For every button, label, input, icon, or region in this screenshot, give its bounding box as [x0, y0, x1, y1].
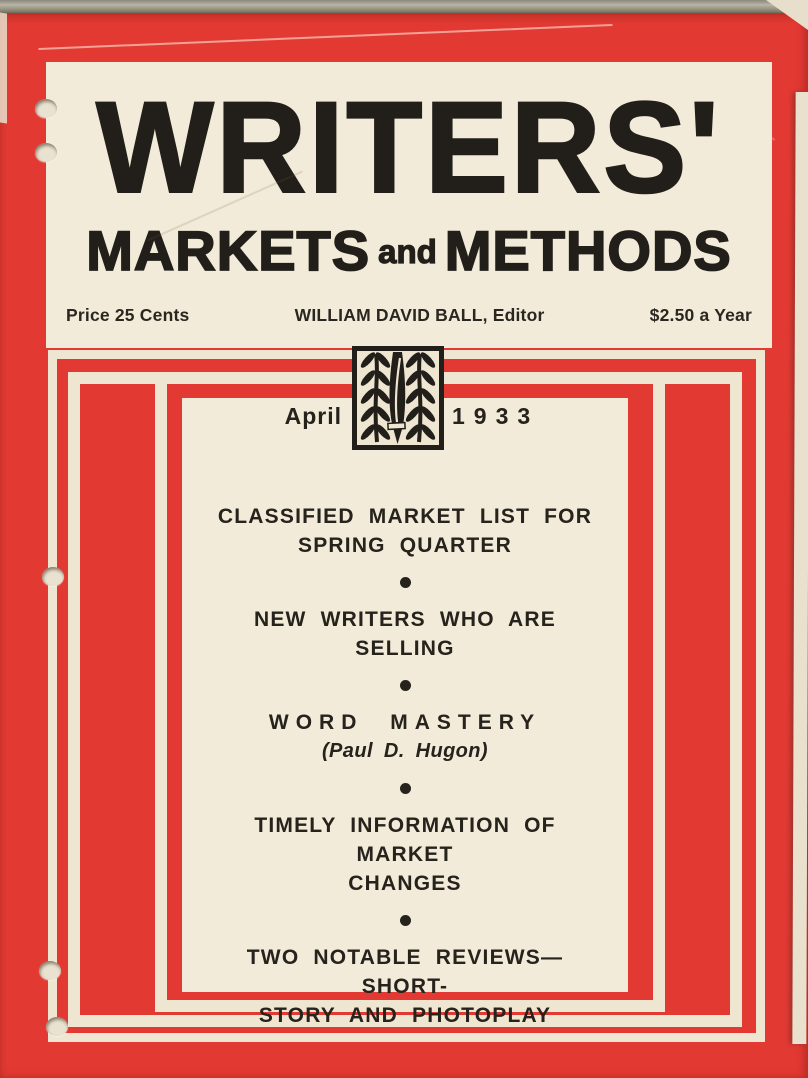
punch-hole	[35, 143, 57, 162]
punch-hole	[42, 567, 64, 586]
contents-item-2-line-1: NEW WRITERS WHO ARE SELLING	[253, 608, 556, 660]
issue-year: 1933	[452, 403, 540, 429]
bullet-separator	[400, 680, 411, 691]
contents-item-1-line-1: CLASSIFIED MARKET LIST FOR	[217, 505, 593, 528]
punch-hole	[46, 1017, 68, 1036]
page-edge	[0, 13, 7, 124]
contents-item-4-line-2: CHANGES	[348, 872, 462, 895]
punch-hole	[35, 99, 57, 118]
magazine-subtitle	[46, 219, 772, 282]
magazine-title: WRITERS'	[96, 76, 722, 220]
masthead-panel	[46, 62, 772, 348]
bullet-separator	[400, 577, 411, 588]
contents-item-4-line-1: TIMELY INFORMATION OF MARKET	[254, 814, 556, 866]
issue-month: April	[284, 403, 342, 429]
info-bar	[46, 305, 772, 326]
editor-label: WILLIAM DAVID BALL, Editor	[294, 305, 545, 325]
bullet-separator	[400, 915, 411, 926]
subtitle-and: and	[378, 233, 437, 270]
subscription-label: $2.50 a Year	[649, 305, 752, 325]
contents-item-1-line-2: SPRING QUARTER	[298, 534, 512, 557]
page-edge	[792, 92, 808, 1044]
contents-item-5-line-2: STORY AND PHOTOPLAY	[258, 1004, 552, 1027]
contents-list	[182, 398, 628, 1030]
contents-panel	[182, 398, 628, 1027]
punch-hole	[39, 961, 61, 980]
contents-item-5-line-1: TWO NOTABLE REVIEWS—SHORT-	[246, 946, 564, 998]
contents-item-3-byline: (Paul D. Hugon)	[322, 740, 488, 762]
price-label: Price 25 Cents	[66, 305, 190, 325]
bullet-separator	[400, 783, 411, 794]
contents-item-3-line-1: WORD MASTERY	[268, 711, 542, 734]
subtitle-markets: MARKETS	[86, 219, 371, 282]
quill-laurel-emblem-icon	[352, 346, 444, 450]
subtitle-methods: METHODS	[444, 219, 732, 282]
